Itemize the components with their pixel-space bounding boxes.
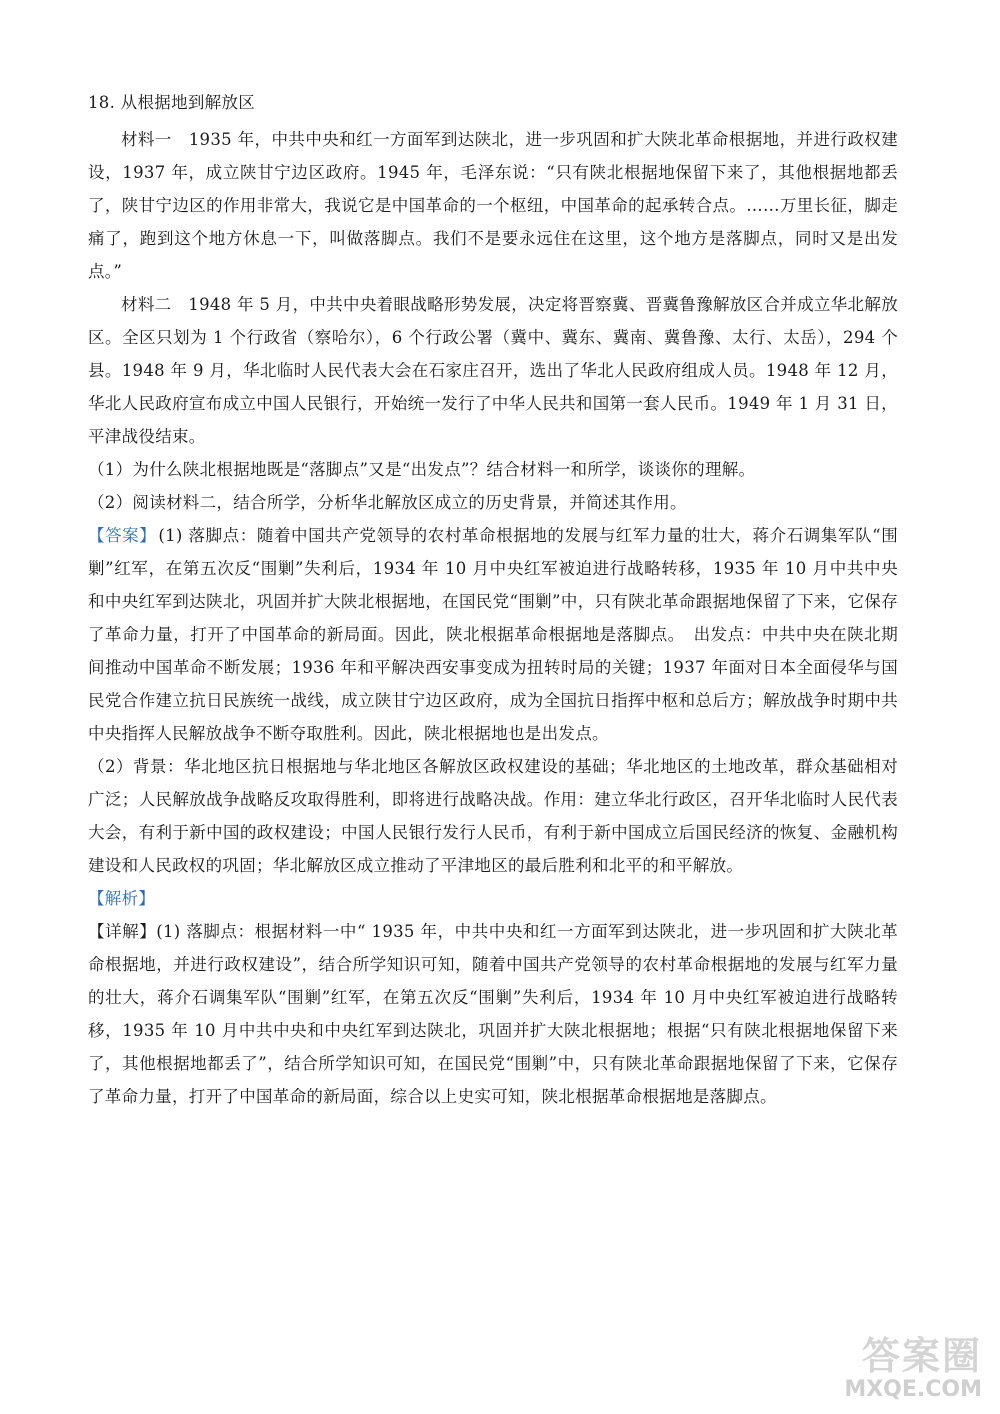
answer-part-1-text: (1) 落脚点：随着中国共产党领导的农村革命根据地的发展与红军力量的壮大，蒋介石调集军队“围剿”红军，在第五次反“围剿”失利后，1934 年 10 月中央红军被迫进行战略转移，1935 年 10 月中共中央和中央红军到达陕北，巩固并扩大陕北根据地，在国民党“围剿”中，只有陕北革命跟据地保留了下来，它保存了革命力量，打开了中国革命的新局面。因此，陕北根据革命根据地是落脚点。 出发点：中共中央在陕北期间推动中国革命不断发展；1936 年和平解决西安事变成为扭转时局的关键；1937 年面对日本全面侵华与国民党合作建立抗日民族统一战线，成立陕甘宁边区政府，成为全国抗日指挥中枢和总后方；解放战争时期中共中央指挥人民解放战争不断夺取胜利。因此，陕北根据地也是出发点。 <box>88 526 898 743</box>
question-content <box>88 86 898 1113</box>
detail-text: (1) 落脚点：根据材料一中“ 1935 年，中共中央和红一方面军到达陕北，进一步巩固和扩大陕北革命根据地，并进行政权建设”，结合所学知识可知，随着中国共产党领导的农村革命根据地的发展与红军力量的壮大，蒋介石调集军队“围剿”红军，在第五次反“围剿”失利后，1934 年 10 月中央红军被迫进行战略转移，1935 年 10 月中共中央和中央红军到达陕北，巩固并扩大陕北根据地；根据“只有陕北根据地保留下来了，其他根据地都丢了”，结合所学知识可知，在国民党“围剿”中，只有陕北革命跟据地保留了下来，它保存了革命力量，打开了中国革命的新局面，综合以上史实可知，陕北根据革命根据地是落脚点。 <box>88 922 899 1106</box>
analysis-detail <box>88 915 898 1113</box>
watermark <box>832 1334 982 1404</box>
sub-question-1: （1）为什么陕北根据地既是“落脚点”又是“出发点”？结合材料一和所学，谈谈你的理解。 <box>88 460 756 479</box>
answer-part-2: （2）背景：华北地区抗日根据地与华北地区各解放区政权建设的基础；华北地区的土地改革，群众基础相对广泛；人民解放战争战略反攻取得胜利，即将进行战略决战。作用：建立华北行政区，召开华北临时人民代表大会，有利于新中国的政权建设；中国人民银行发行人民币，有利于新中国成立后国民经济的恢复、金融机构建设和人民政权的巩固；华北解放区成立推动了平津地区的最后胜利和北平的和平解放。 <box>88 757 898 875</box>
analysis-tag: 【解析】 <box>88 889 156 908</box>
answer-tag: 【答案】 <box>88 526 157 545</box>
material-one: 材料一 1935 年，中共中央和红一方面军到达陕北，进一步巩固和扩大陕北革命根据地，并进行政权建设，1937 年，成立陕甘宁边区政府。1945 年，毛泽东说：“只有陕北根据地保留下来了，其他根据地都丢了，陕甘宁边区的作用非常大，我说它是中国革命的一个枢纽，中国革命的起承转合点。……万里长征，脚走痛了，跑到这个地方休息一下，叫做落脚点。我们不是要永远住在这里，这个地方是落脚点，同时又是出发点。” <box>88 130 898 281</box>
watermark-url: MXQE.COM <box>844 1377 982 1402</box>
watermark-logo: 答案圈 <box>861 1334 982 1378</box>
detail-tag: 【详解】 <box>88 922 157 941</box>
answer-part-1 <box>88 519 898 750</box>
question-title: 18. 从根据地到解放区 <box>88 93 256 112</box>
analysis-heading <box>88 882 898 915</box>
material-two: 材料二 1948 年 5 月，中共中央着眼战略形势发展，决定将晋察冀、晋冀鲁豫解放区合并成立华北解放区。全区只划为 1 个行政省（察哈尔），6 个行政公署（冀中、冀东、冀南、冀鲁豫、太行、太岳），294 个县。1948 年 9 月，华北临时人民代表大会在石家庄召开，选出了华北人民政府组成人员。1948 年 12 月，华北人民政府宣布成立中国人民银行，开始统一发行了中华人民共和国第一套人民币。1949 年 1 月 31 日，平津战役结束。 <box>88 295 898 446</box>
sub-question-2: （2）阅读材料二，结合所学，分析华北解放区成立的历史背景，并简述其作用。 <box>88 493 687 512</box>
